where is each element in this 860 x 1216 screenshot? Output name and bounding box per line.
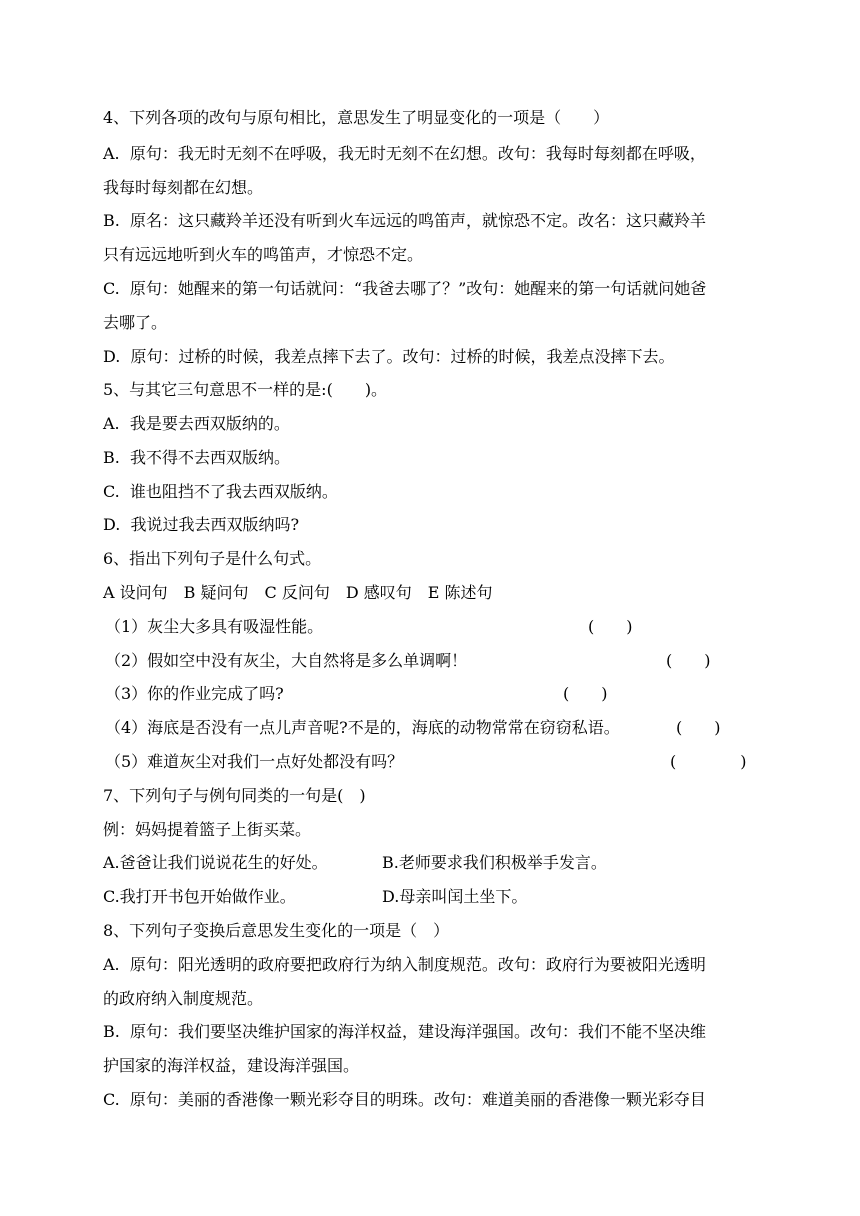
q6-sentence-types: A 设问句 B 疑问句 C 反问句 D 感叹句 E 陈述句 [103,583,493,602]
q4-option-a: A. 原句：我无时无刻不在呼吸，我无时无刻不在幻想。改句：我每时每刻都在呼吸， [103,144,706,163]
q8-option-b-cont: 护国家的海洋权益，建设海洋强国。 [103,1056,360,1075]
q7-stem: 7、下列句子与例句同类的一句是( ) [103,786,366,805]
q6-item-2-blank: ( ) [666,651,711,670]
q8-option-c: C. 原句：美丽的香港像一颗光彩夺目的明珠。改句：难道美丽的香港像一颗光彩夺目 [103,1090,706,1109]
q7-option-c: C.我打开书包开始做作业。 [103,887,296,906]
q6-item-4-blank: ( ) [676,718,721,737]
q6-item-1-blank: ( ) [588,617,633,636]
q5-option-a: A. 我是要去西双版纳的。 [103,414,290,433]
q4-option-b: B. 原名：这只藏羚羊还没有听到火车远远的鸣笛声，就惊恐不定。改名：这只藏羚羊 [103,211,707,230]
q6-item-1: （1）灰尘大多具有吸湿性能。 [105,617,324,636]
q6-stem: 6、指出下列句子是什么句式。 [103,549,322,568]
q8-stem: 8、下列句子变换后意思发生变化的一项是（ ） [103,921,450,940]
q4-option-c: C. 原句：她醒来的第一句话就问：“我爸去哪了？”改句：她醒来的第一句话就问她爸 [103,279,707,298]
q5-option-d: D. 我说过我去西双版纳吗? [103,515,300,534]
q5-option-b: B. 我不得不去西双版纳。 [103,448,291,467]
q6-item-3: （3）你的作业完成了吗? [105,684,284,703]
q8-option-b: B. 原句：我们要坚决维护国家的海洋权益，建设海洋强国。改句：我们不能不坚决维 [103,1022,707,1041]
q6-item-3-blank: ( ) [563,684,608,703]
q4-stem: 4、下列各项的改句与原句相比，意思发生了明显变化的一项是（ ） [103,108,610,127]
q8-option-a-cont: 的政府纳入制度规范。 [103,989,264,1008]
q4-option-b-cont: 只有远远地听到火车的鸣笛声，才惊恐不定。 [103,245,424,264]
q6-item-4: （4）海底是否没有一点儿声音呢?不是的，海底的动物常常在窃窃私语。 [105,718,620,737]
q4-option-c-cont: 去哪了。 [103,313,168,332]
q5-option-c: C. 谁也阻挡不了我去西双版纳。 [103,482,338,501]
q6-item-5-blank: ( ) [670,752,747,771]
q4-option-d: D. 原句：过桥的时候，我差点摔下去了。改句：过桥的时候，我差点没摔下去。 [103,347,675,366]
q7-option-d: D.母亲叫闰土坐下。 [382,887,528,906]
q5-stem: 5、与其它三句意思不一样的是:( )。 [103,380,388,399]
q6-item-5: （5）难道灰尘对我们一点好处都没有吗？ [105,752,404,771]
q7-example: 例：妈妈提着篮子上街买菜。 [103,820,312,839]
q6-item-2: （2）假如空中没有灰尘，大自然将是多么单调啊！ [105,651,468,670]
q8-option-a: A. 原句：阳光透明的政府要把政府行为纳入制度规范。改句：政府行为要被阳光透明 [103,955,706,974]
q7-option-a: A.爸爸让我们说说花生的好处。 [103,853,328,872]
q7-option-b: B.老师要求我们积极举手发言。 [382,853,607,872]
q4-option-a-cont: 我每时每刻都在幻想。 [103,178,264,197]
